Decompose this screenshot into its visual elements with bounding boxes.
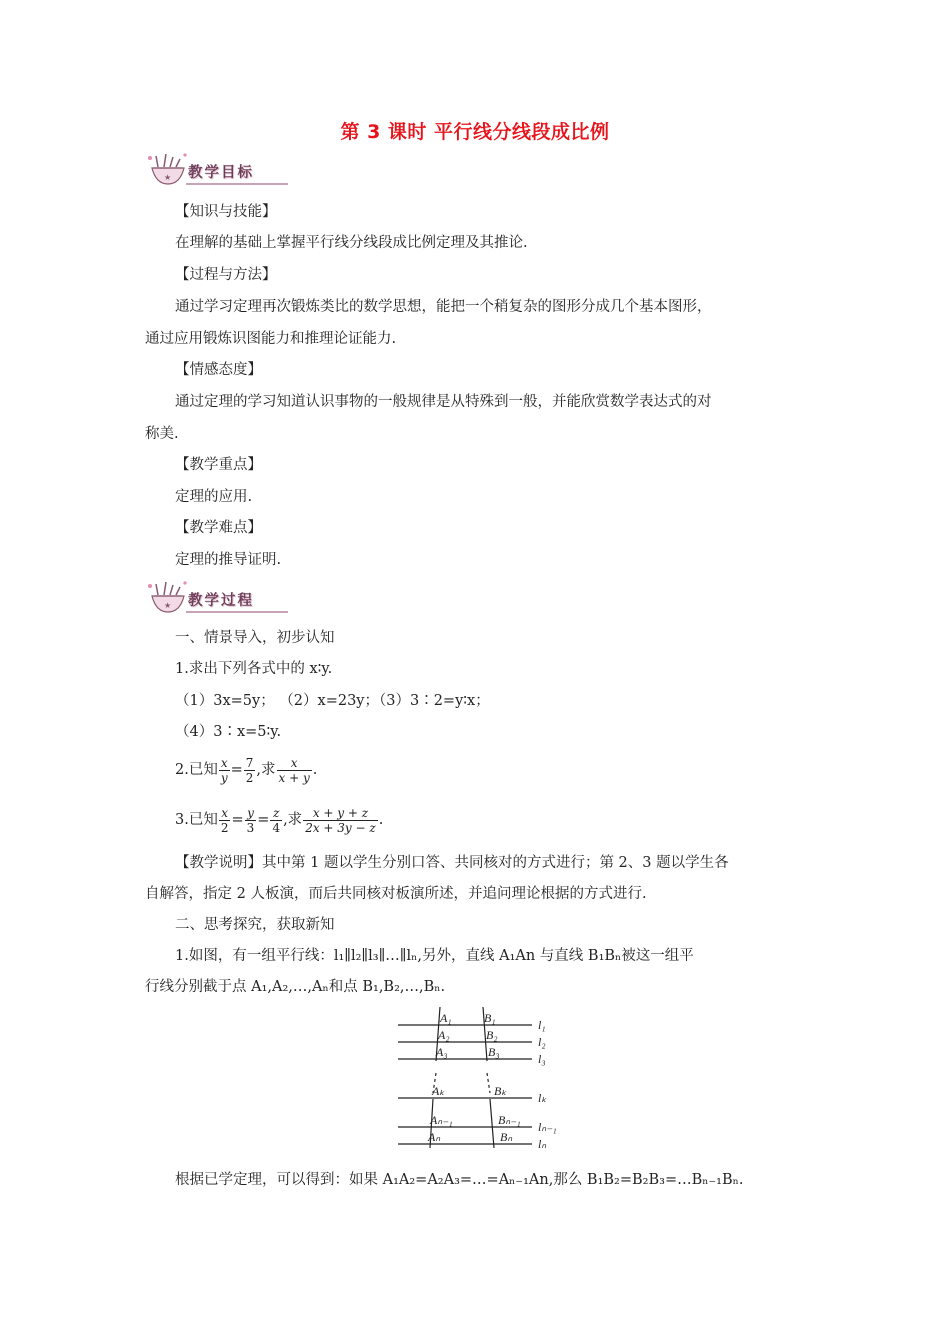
section-label: 教学目标 — [188, 165, 254, 181]
point-label: Bₙ₋₁ — [498, 1113, 521, 1127]
subsection-heading: 一、情景导入，初步认知 — [175, 630, 335, 646]
svg-text:★: ★ — [164, 173, 172, 182]
point-label: A₃ — [436, 1045, 448, 1059]
point-label: A₁ — [440, 1011, 452, 1025]
fraction: $\frac{x}{x + y}$ — [278, 755, 310, 785]
fraction: $\frac{y}{3}$ — [246, 805, 255, 835]
paragraph: 1.如图，有一组平行线：l₁∥l₂∥l₃∥…∥lₙ,另外，直线 A₁An 与直线 B₁Bₙ被这一组平 — [175, 948, 694, 964]
question-3: 3.已知 $\frac{x}{2}$ = $\frac{y}{3}$ = $\frac{z}{4}$ ,求 $\frac{x + y + z}{2x + 3y - z}$ . — [175, 805, 384, 835]
paragraph: 定理的推导证明. — [175, 552, 282, 568]
conclusion: 根据已学定理，可以得到：如果 A₁A₂=A₂A₃=…=Aₙ₋₁An,那么 B₁B₂=B₂B₃=…Bₙ₋₁Bₙ. — [175, 1172, 744, 1188]
question-text: 2.已知 — [175, 762, 218, 778]
transversal-b — [490, 1099, 494, 1148]
point-label: Aₖ — [432, 1084, 445, 1098]
heading-knowledge: 【知识与技能】 — [175, 204, 277, 220]
line-label: l₃ — [538, 1052, 546, 1066]
teaching-note: 【教学说明】其中第 1 题以学生分别口答、共同核对的方式进行；第 2、3 题以学生各 — [175, 855, 729, 871]
paragraph: 通过定理的学习知道认识事物的一般规律是从特殊到一般，并能欣赏数学表达式的对 — [175, 394, 712, 410]
fraction: $\frac{x + y + z}{2x + 3y - z}$ — [305, 805, 376, 835]
question-1: 1.求出下列各式中的 x∶y. — [175, 661, 333, 677]
point-label: A₂ — [438, 1028, 450, 1042]
section-label: 教学过程 — [188, 593, 254, 609]
transversal-b-dashed — [487, 1073, 490, 1093]
point-label: B₂ — [486, 1028, 498, 1042]
subsection-heading: 二、思考探究，获取新知 — [175, 917, 335, 933]
point-label: Bₙ — [500, 1130, 513, 1144]
paragraph: 通过学习定理再次锻炼类比的数学思想，能把一个稍复杂的图形分成几个基本图形， — [175, 299, 712, 315]
point-label: Aₙ₋₁ — [430, 1113, 453, 1127]
question-1-items: （1）3x=5y； （2）x=23y；（3）3∶2=y∶x； — [175, 693, 490, 709]
line-label: lₙ₋₁ — [538, 1120, 557, 1134]
point-label: Aₙ — [428, 1130, 441, 1144]
line-label: lₖ — [538, 1091, 547, 1105]
fraction: $\frac{7}{2}$ — [245, 755, 254, 785]
question-1-items: （4）3∶x=5∶y. — [175, 724, 282, 740]
paragraph: 称美. — [145, 426, 179, 442]
point-label: B₁ — [484, 1011, 496, 1025]
point-label: B₃ — [488, 1045, 500, 1059]
line-label: l₂ — [538, 1035, 546, 1049]
page-title: 第 3 课时 平行线分线段成比例 — [340, 121, 610, 143]
heading-attitude: 【情感态度】 — [175, 362, 262, 378]
teaching-note: 自解答，指定 2 人板演，而后共同核对板演所述，并追问理论根据的方式进行. — [145, 886, 647, 902]
heading-key-point: 【教学重点】 — [175, 457, 262, 473]
paragraph: 行线分别截于点 A₁,A₂,…,Aₙ和点 B₁,B₂,…,Bₙ. — [145, 979, 446, 995]
paragraph: 通过应用锻炼识图能力和推理论证能力. — [145, 331, 397, 347]
paragraph: 定理的应用. — [175, 489, 253, 505]
line-label: l₁ — [538, 1018, 546, 1032]
section-badge-process — [142, 578, 292, 618]
parallel-lines-diagram — [390, 1003, 570, 1153]
point-label: Bₖ — [494, 1084, 507, 1098]
fraction: $\frac{z}{4}$ — [272, 805, 281, 835]
svg-text:★: ★ — [164, 601, 172, 610]
heading-process: 【过程与方法】 — [175, 267, 277, 283]
question-text: 3.已知 — [175, 812, 218, 828]
paragraph: 在理解的基础上掌握平行线分线段成比例定理及其推论. — [175, 235, 528, 251]
fraction: $\frac{x}{2}$ — [220, 805, 229, 835]
heading-difficulty: 【教学难点】 — [175, 520, 262, 536]
section-badge-objectives — [142, 150, 292, 190]
fraction: $\frac{x}{y}$ — [220, 755, 228, 785]
question-2: 2.已知 $\frac{x}{y}$ = $\frac{7}{2}$ ,求 $\frac{x}{x + y}$ . — [175, 755, 318, 785]
line-label: lₙ — [538, 1137, 547, 1151]
